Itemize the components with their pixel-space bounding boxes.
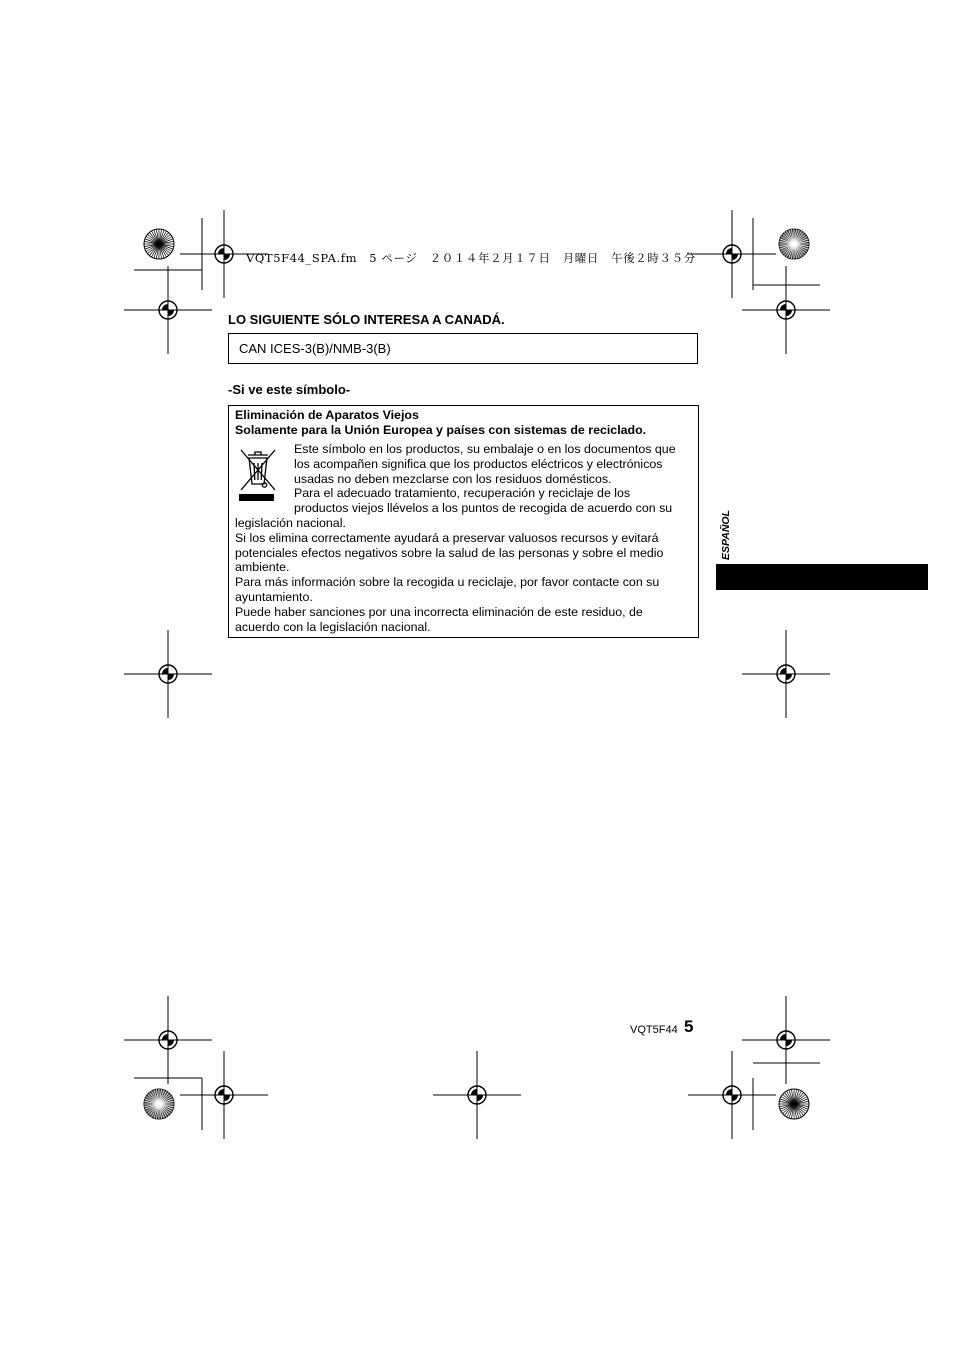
registration-quadrant [780,668,786,674]
registration-quadrant [168,1040,174,1046]
text-line: los acompañen significa que los productos eléctricos y electrónicos [294,456,663,471]
text-line: productos viejos llévelos a los puntos de recogida de acuerdo con su [294,501,673,516]
text-line: Este símbolo en los productos, su embalaje o en los documentos que [294,442,676,456]
registration-quadrant [168,674,174,680]
registration-quadrant [786,674,792,680]
text-line: Puede haber sanciones por una incorrecta eliminación de este residuo, de [235,604,643,619]
language-tab-bar [716,564,928,590]
text-line: Si los elimina correctamente ayudará a preservar valuosos recursos y evitará [235,530,659,545]
text-line: acuerdo con la legislación nacional. [235,619,431,634]
text-line: ambiente. [235,560,290,575]
registration-quadrant [726,1089,732,1095]
language-tab-label: ESPAÑOL [720,510,732,560]
disposal-title: Eliminación de Aparatos Viejos [235,408,419,422]
text-line: potenciales efectos negativos sobre la salud de las personas y sobre el medio [235,545,664,560]
model-code: VQT5F44 [630,1024,678,1036]
registration-quadrant [224,254,230,260]
registration-quadrant [471,1089,477,1095]
text-line: Para más información sobre la recogida u reciclaje, por favor contacte con su [235,575,660,590]
text-line: legislación nacional. [235,516,346,530]
registration-quadrant [732,254,738,260]
text-line: usadas no deben mezclarse con los residuos domésticos. [294,471,612,486]
text-line: ayuntamiento. [235,590,313,604]
crossed-out-wheelie-bin-icon [237,444,279,504]
registration-quadrant [162,304,168,310]
canada-heading: LO SIGUIENTE SÓLO INTERESA A CANADÁ. [228,312,505,327]
registration-quadrant [224,1095,230,1101]
registration-quadrant [218,248,224,254]
disposal-subtitle: Solamente para la Unión Europea y países con sistemas de reciclado. [235,423,647,437]
registration-quadrant [162,1034,168,1040]
disposal-box [228,405,699,638]
registration-quadrant [162,668,168,674]
registration-quadrant [477,1095,483,1101]
registration-quadrant [786,1040,792,1046]
canada-code-box [228,333,698,364]
registration-quadrant [780,304,786,310]
canada-code: CAN ICES-3(B)/NMB-3(B) [239,341,391,356]
registration-quadrant [786,310,792,316]
registration-quadrant [726,248,732,254]
registration-quadrant [732,1095,738,1101]
page-number: 5 [684,1017,694,1036]
file-header: VQT5F44_SPA.fm 5 ページ ２０１４年２月１７日 月曜日 午後２時３５分 [246,251,696,265]
symbol-heading: -Si ve este símbolo- [228,382,351,397]
text-line: Para el adecuado tratamiento, recuperación y reciclaje de los [294,486,631,501]
registration-quadrant [218,1089,224,1095]
registration-quadrant [780,1034,786,1040]
registration-quadrant [168,310,174,316]
